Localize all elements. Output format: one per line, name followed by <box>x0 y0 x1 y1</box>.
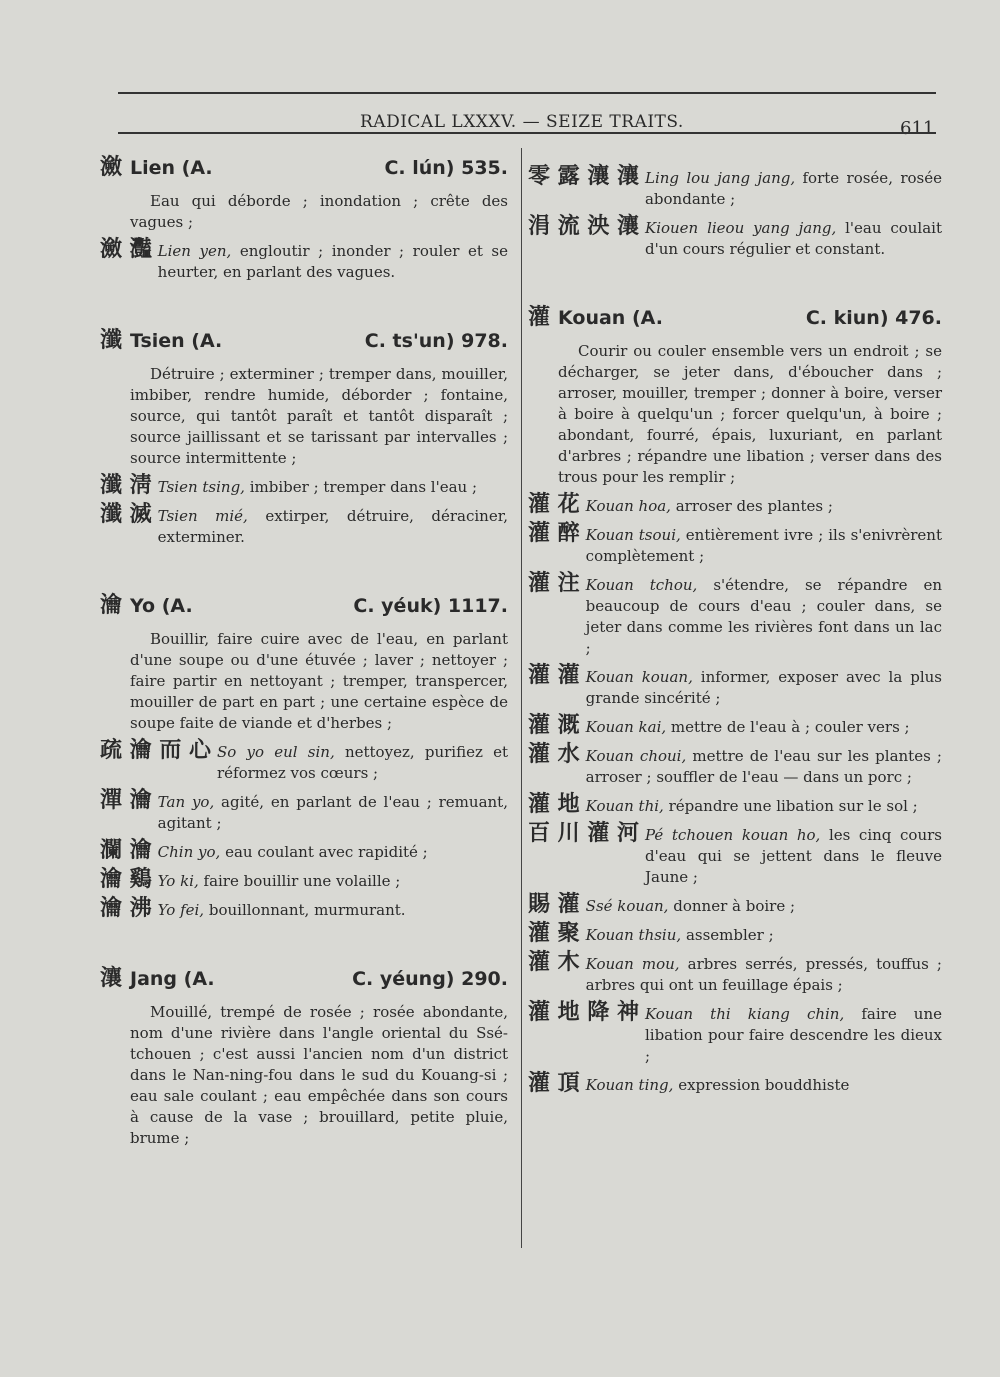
compound-gloss: nettoyez, purifiez et réformez vos cœurs ; <box>216 743 508 782</box>
compound-characters: 瀲 灩 <box>100 237 152 262</box>
entry-definition: Courir ou couler ensemble vers un endroit ; se décharger, se jeter dans, d'éboucher dans ; arroser, mouiller, tremper ; donner à boire, verser à boire à quelqu'un ; forcer quelqu'un, à boire ; abondant, fourré, épais, luxuriant, en parlant d'arbres ; répandre une libation ; verser dans des trous pour les remplir ; <box>558 342 942 486</box>
entry <box>100 961 508 1149</box>
compound-romanization: Kouan kouan, <box>585 668 693 686</box>
compound <box>528 923 942 946</box>
compound <box>528 894 942 917</box>
compound-romanization: Lien yen, <box>157 242 232 260</box>
compound-romanization: Kouan choui, <box>585 747 687 765</box>
compound-gloss: mettre de l'eau sur les plantes ; arroser ; souffler de l'eau — dans un porc ; <box>585 747 942 786</box>
compound-romanization: Ssé kouan, <box>585 897 669 915</box>
entry-heading <box>100 323 508 354</box>
compound-characters: 瀾 瀹 <box>100 838 152 863</box>
compound <box>100 475 508 498</box>
compound <box>528 665 942 709</box>
compound <box>528 952 942 996</box>
entry <box>100 323 508 548</box>
compound-gloss: informer, exposer avec la plus grande sincérité ; <box>585 668 942 707</box>
compound-characters: 潬 瀹 <box>100 788 152 813</box>
compound-characters: 瀸 滅 <box>100 502 152 527</box>
head-character: 瀸 <box>100 328 123 353</box>
compound-romanization: Kouan ting, <box>585 1076 674 1094</box>
right-column <box>528 160 942 1096</box>
compound-gloss: l'eau coulait d'un cours régulier et constant. <box>644 219 942 258</box>
head-romanization: Yo (A. <box>130 595 193 617</box>
compound <box>528 166 942 210</box>
compound-characters: 灌 醉 <box>528 521 580 546</box>
entry-heading <box>100 150 508 181</box>
compound <box>528 523 942 567</box>
compound <box>528 216 942 260</box>
compound-characters: 灌 水 <box>528 742 580 767</box>
compound-romanization: Chin yo, <box>157 843 221 861</box>
compound-characters: 瀸 淸 <box>100 473 152 498</box>
compound-romanization: Kouan mou, <box>585 955 680 973</box>
compound-romanization: So yo eul sin, <box>216 743 335 761</box>
compound <box>100 869 508 892</box>
compound-romanization: Tan yo, <box>157 793 215 811</box>
compound-characters: 涓 流 泱 瀼 <box>528 214 639 239</box>
compound-gloss: les cinq cours d'eau qui se jettent dans le fleuve Jaune ; <box>644 826 942 886</box>
compound-gloss: forte rosée, rosée abondante ; <box>644 169 942 208</box>
head-character: 瀼 <box>100 966 123 991</box>
running-title: RADICAL LXXXV. — SEIZE TRAITS. <box>360 112 684 132</box>
compound-romanization: Kouan tsoui, <box>585 526 681 544</box>
compound-characters: 疏 瀹 而 心 <box>100 738 211 763</box>
compound <box>528 1002 942 1067</box>
compound <box>528 573 942 659</box>
compound <box>100 239 508 283</box>
compound-characters: 灌 聚 <box>528 921 580 946</box>
compound-gloss: eau coulant avec rapidité ; <box>225 843 428 861</box>
head-romanization: Kouan (A. <box>558 307 663 329</box>
compound <box>528 744 942 788</box>
compound-characters: 百 川 灌 河 <box>528 821 639 846</box>
compound-romanization: Yo ki, <box>157 872 199 890</box>
head-cantonese: C. yéuk) 1117. <box>353 595 508 617</box>
compound-romanization: Kouan thsiu, <box>585 926 682 944</box>
compound-gloss: donner à boire ; <box>673 897 796 915</box>
compound-romanization: Kouan thi, <box>585 797 664 815</box>
compound-gloss: bouillonnant, murmurant. <box>208 901 406 919</box>
entry-heading <box>100 961 508 992</box>
top-rule <box>118 92 936 94</box>
compound <box>528 715 942 738</box>
head-cantonese: C. yéung) 290. <box>352 968 508 990</box>
compound <box>100 898 508 921</box>
compound-characters: 灌 地 降 神 <box>528 1000 639 1025</box>
compound-gloss: arroser des plantes ; <box>675 497 833 515</box>
head-romanization: Jang (A. <box>130 968 215 990</box>
compound-romanization: Yo fei, <box>157 901 205 919</box>
entry-heading <box>100 588 508 619</box>
compound <box>100 840 508 863</box>
compound-gloss: faire bouillir une volaille ; <box>203 872 401 890</box>
compound-gloss: s'étendre, se répandre en beaucoup de cours d'eau ; couler dans, se jeter dans comme les rivières font dans un lac ; <box>585 576 942 657</box>
compound <box>100 790 508 834</box>
compound-romanization: Kouan hoa, <box>585 497 671 515</box>
compound-gloss: agité, en parlant de l'eau ; remuant, agitant ; <box>157 793 508 832</box>
head-character: 灌 <box>528 305 551 330</box>
compound-romanization: Pé tchouen kouan ho, <box>644 826 821 844</box>
compound-characters: 零 露 瀼 瀼 <box>528 164 639 189</box>
compound-romanization: Kouan tchou, <box>585 576 698 594</box>
compound-characters: 灌 頂 <box>528 1071 580 1096</box>
entry-definition: Bouillir, faire cuire avec de l'eau, en parlant d'une soupe ou d'une étuvée ; laver ; nettoyer ; faire partir en nettoyant ; tremper, transpercer, mouiller de part en part ; une certaine espèce de soupe faite de viande et d'herbes ; <box>130 630 508 732</box>
head-romanization: Tsien (A. <box>130 330 223 352</box>
head-romanization: Lien (A. <box>130 157 213 179</box>
compound-gloss: faire une libation pour faire descendre les dieux ; <box>644 1005 942 1065</box>
compound-characters: 灌 注 <box>528 571 580 596</box>
compound-characters: 瀹 鷄 <box>100 867 152 892</box>
entry-definition: Eau qui déborde ; inondation ; crête des vagues ; <box>130 192 508 231</box>
compound-romanization: Kouan kai, <box>585 718 667 736</box>
compound-gloss: extirper, détruire, déraciner, exterminer. <box>157 507 508 546</box>
compound-romanization: Tsien tsing, <box>157 478 245 496</box>
compound-characters: 灌 溉 <box>528 713 580 738</box>
compound-romanization: Kiouen lieou yang jang, <box>644 219 837 237</box>
head-cantonese: C. ts'un) 978. <box>364 330 508 352</box>
compound-gloss: assembler ; <box>685 926 774 944</box>
compound-gloss: imbiber ; tremper dans l'eau ; <box>249 478 478 496</box>
entry-definition: Détruire ; exterminer ; tremper dans, mouiller, imbiber, rendre humide, déborder ; fontaine, source, qui tantôt paraît et tantôt disparaît ; source jaillissant et se tarissant par intervalles ; source intermittente ; <box>130 365 508 467</box>
left-column <box>100 150 508 1149</box>
compound <box>100 740 508 784</box>
compound-gloss: expression bouddhiste <box>678 1076 850 1094</box>
compound-gloss: mettre de l'eau à ; couler vers ; <box>670 718 910 736</box>
compound <box>100 504 508 548</box>
head-cantonese: C. kiun) 476. <box>805 307 942 329</box>
compound <box>528 494 942 517</box>
compound-characters: 瀹 沸 <box>100 896 152 921</box>
compound-gloss: entièrement ivre ; ils s'enivrèrent complètement ; <box>585 526 942 565</box>
compound-gloss: engloutir ; inonder ; rouler et se heurter, en parlant des vagues. <box>157 242 508 281</box>
column-divider <box>521 148 522 1248</box>
compound-characters: 灌 木 <box>528 950 580 975</box>
compound <box>528 794 942 817</box>
compound-characters: 灌 花 <box>528 492 580 517</box>
compound-romanization: Kouan thi kiang chin, <box>644 1005 845 1023</box>
head-character: 瀹 <box>100 593 123 618</box>
header-rule <box>118 132 936 134</box>
entry <box>528 300 942 1096</box>
compound-romanization: Ling lou jang jang, <box>644 169 796 187</box>
entry-heading <box>528 300 942 331</box>
compound-gloss: répandre une libation sur le sol ; <box>668 797 918 815</box>
entry-definition: Mouillé, trempé de rosée ; rosée abondante, nom d'une rivière dans l'angle oriental du Ssé-tchouen ; c'est aussi l'ancien nom d'un district dans le Nan-ning-fou dans le sud du Kouang-si ; eau sale coulant ; eau empêchée dans son cours à cause de la vase ; brouillard, petite pluie, brume ; <box>130 1003 508 1147</box>
compound <box>528 1073 942 1096</box>
compound-romanization: Tsien mié, <box>157 507 248 525</box>
compound-gloss: arbres serrés, pressés, touffus ; arbres qui ont un feuillage épais ; <box>585 955 942 994</box>
compound <box>528 823 942 888</box>
compound-characters: 灌 灌 <box>528 663 580 688</box>
compound-characters: 賜 灌 <box>528 892 580 917</box>
entry <box>100 588 508 921</box>
head-character: 瀲 <box>100 155 123 180</box>
page-number: 611 <box>900 118 935 139</box>
entry <box>100 150 508 283</box>
compound-characters: 灌 地 <box>528 792 580 817</box>
head-cantonese: C. lún) 535. <box>384 157 508 179</box>
